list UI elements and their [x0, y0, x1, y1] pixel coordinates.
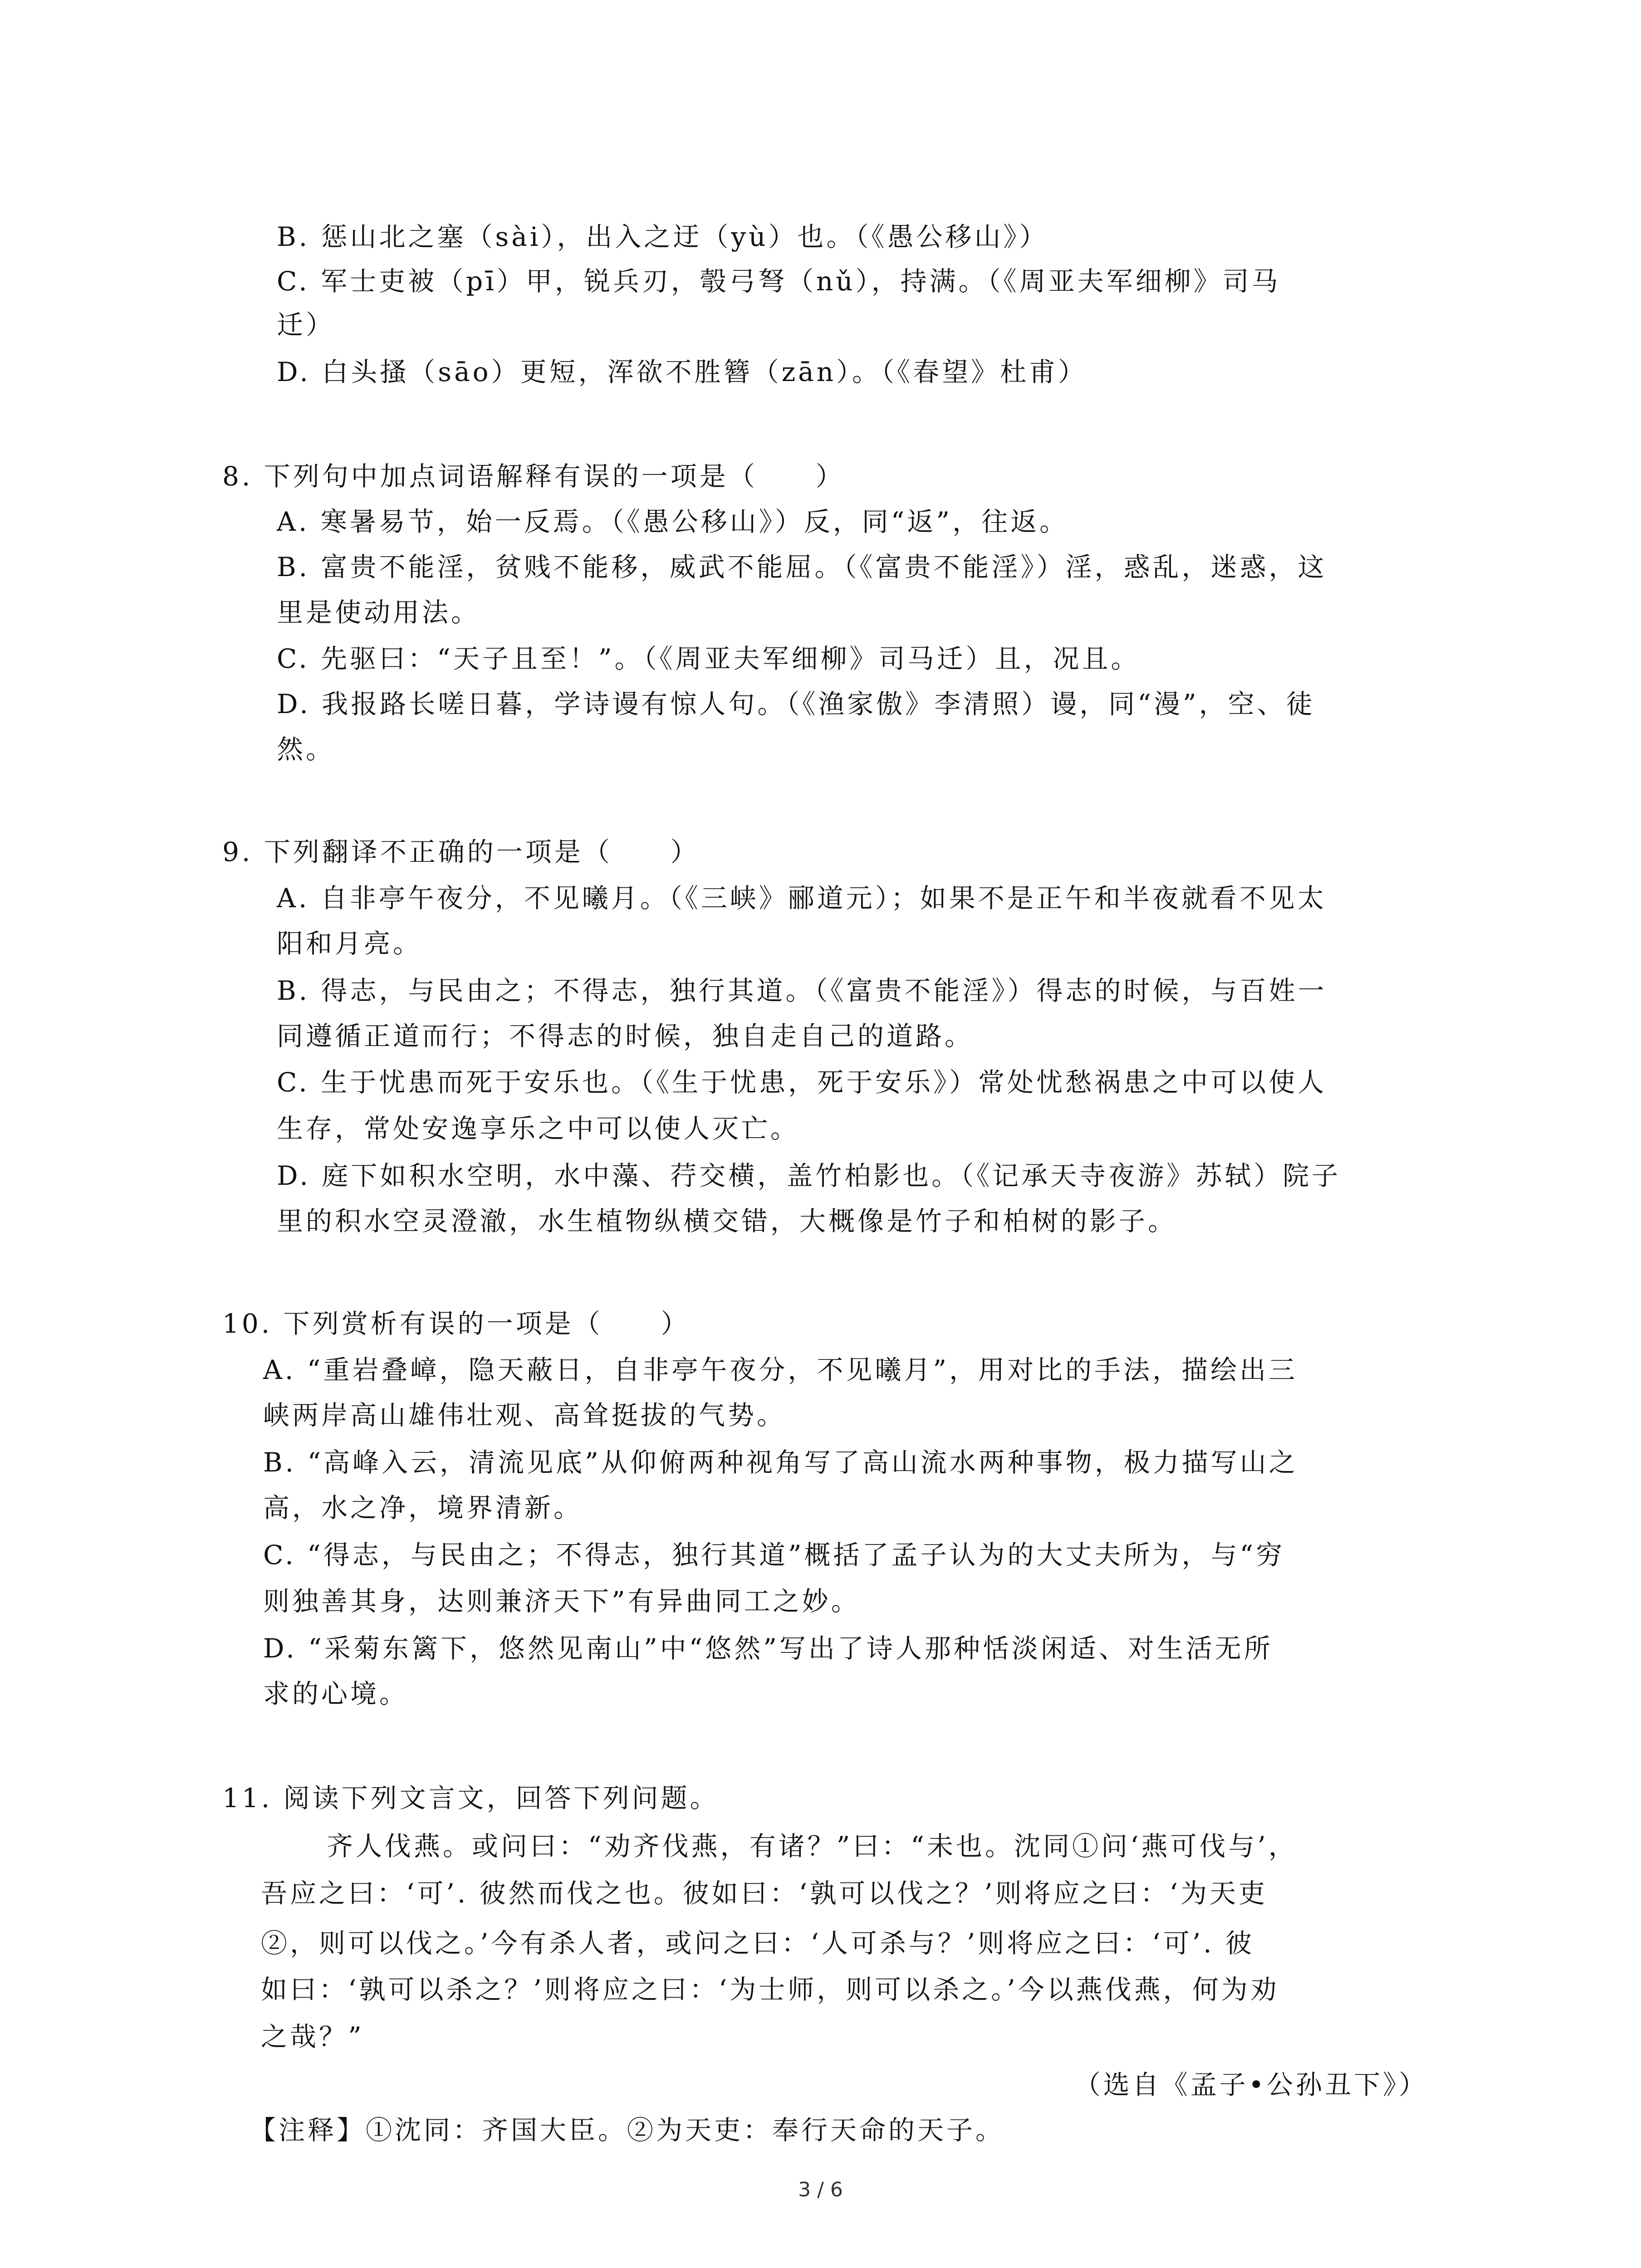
- q11-stem: 11. 阅读下列文言文，回答下列问题。: [222, 1783, 719, 1813]
- q7-option-b: B. 惩山北之塞（sài），出入之迂（yù）也。（《愚公移山》）: [277, 221, 1048, 252]
- q7-option-c-line1: C. 军士吏被（pī）甲，锐兵刃，彀弓弩（nǔ），持满。（《周亚夫军细柳》司马: [277, 266, 1281, 297]
- q9-option-d-line2: 里的积水空灵澄澈，水生植物纵横交错，大概像是竹子和柏树的影子。: [277, 1206, 1177, 1237]
- q9-option-c-line1: C. 生于忧患而死于安乐也。（《生于忧患，死于安乐》）常处忧愁祸患之中可以使人: [277, 1067, 1327, 1098]
- q9-option-c-line2: 生存，常处安逸享乐之中可以使人灭亡。: [277, 1113, 800, 1144]
- q10-option-a-line1: A. “重岩叠嶂，隐天蔽日，自非亭午夜分，不见曦月”，用对比的手法，描绘出三: [263, 1354, 1298, 1385]
- q8-option-d-line1: D. 我报路长嗟日暮，学诗谩有惊人句。（《渔家傲》李清照）谩，同“漫”，空、徒: [277, 689, 1315, 719]
- q8-stem: 8. 下列句中加点词语解释有误的一项是（ ）: [222, 461, 845, 492]
- q11-source: （选自《孟子•公孙丑下》）: [1074, 2069, 1428, 2100]
- q11-passage-line4: 如曰：‘孰可以杀之？’则将应之曰：‘为士师，则可以杀之。’今以燕伐燕，何为劝: [261, 1974, 1279, 2005]
- q11-annotation: 【注释】①沈同：齐国大臣。②为天吏：奉行天命的天子。: [250, 2115, 1005, 2146]
- q7-option-d: D. 白头搔（sāo）更短，浑欲不胜簪（zān）。（《春望》杜甫）: [277, 357, 1087, 387]
- q8-option-d-line2: 然。: [277, 734, 335, 765]
- q10-option-a-line2: 峡两岸高山雄伟壮观、高耸挺拔的气势。: [263, 1400, 786, 1431]
- q10-option-d-line1: D. “采菊东篱下，悠然见南山”中“悠然”写出了诗人那种恬淡闲适、对生活无所: [263, 1633, 1273, 1664]
- q9-option-b-line2: 同遵循正道而行；不得志的时候，独自走自己的道路。: [277, 1021, 974, 1051]
- q8-option-b-line1: B. 富贵不能淫，贫贱不能移，威武不能屈。（《富贵不能淫》）淫，惑乱，迷惑，这: [277, 552, 1327, 582]
- q9-option-d-line1: D. 庭下如积水空明，水中藻、荇交横，盖竹柏影也。（《记承天寺夜游》苏轼）院子: [277, 1160, 1341, 1191]
- q9-stem: 9. 下列翻译不正确的一项是（ ）: [222, 836, 700, 867]
- q11-passage-line1: 齐人伐燕。或问曰：“劝齐伐燕，有诸？”曰：“未也。沈同①问‘燕可伐与’，: [327, 1831, 1298, 1862]
- q9-option-a-line2: 阳和月亮。: [277, 928, 422, 959]
- q8-option-a: A. 寒暑易节，始一反焉。（《愚公移山》）反，同“返”，往返。: [277, 506, 1069, 537]
- q11-passage-line5: 之哉？”: [261, 2021, 364, 2052]
- q8-option-b-line2: 里是使动用法。: [277, 597, 480, 628]
- q10-option-b-line2: 高，水之净，境界清新。: [263, 1492, 583, 1523]
- q10-option-b-line1: B. “高峰入云，清流见底”从仰俯两种视角写了高山流水两种事物，极力描写山之: [263, 1447, 1298, 1478]
- q7-option-c-line2: 迁）: [277, 309, 335, 340]
- q10-option-c-line1: C. “得志，与民由之；不得志，独行其道”概括了孟子认为的大丈夫所为，与“穷: [263, 1540, 1285, 1570]
- q11-passage-line2: 吾应之曰：‘可’. 彼然而伐之也。彼如曰：‘孰可以伐之？’则将应之曰：‘为天吏: [261, 1878, 1268, 1909]
- q10-stem: 10. 下列赏析有误的一项是（ ）: [222, 1308, 690, 1339]
- q8-option-c: C. 先驱曰：“天子且至！”。（《周亚夫军细柳》司马迁）且，况且。: [277, 643, 1140, 674]
- page-number: 3 / 6: [798, 2178, 843, 2201]
- q9-option-b-line1: B. 得志，与民由之；不得志，独行其道。（《富贵不能淫》）得志的时候，与百姓一: [277, 975, 1327, 1006]
- q9-option-a-line1: A. 自非亭午夜分，不见曦月。（《三峡》郦道元）；如果不是正午和半夜就看不见太: [277, 883, 1327, 914]
- q10-option-c-line2: 则独善其身，达则兼济天下”有异曲同工之妙。: [263, 1586, 860, 1617]
- q10-option-d-line2: 求的心境。: [263, 1678, 409, 1709]
- q11-passage-line3: ②，则可以伐之。’今有杀人者，或问之曰：‘人可杀与？’则将应之曰：‘可’. 彼: [261, 1928, 1255, 1959]
